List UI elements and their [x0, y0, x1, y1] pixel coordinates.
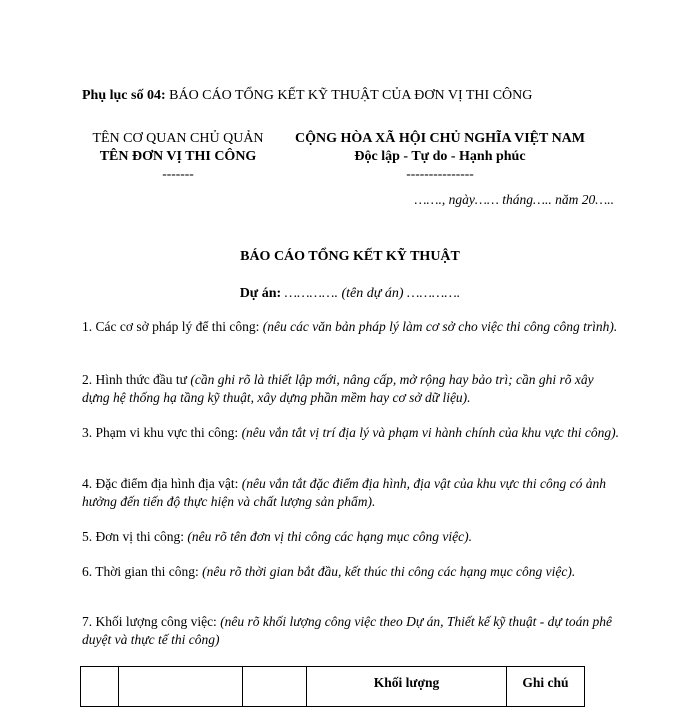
item-note: (nêu các văn bản pháp lý làm cơ sở cho việc thi công công trình). — [262, 319, 618, 334]
project-line — [0, 286, 700, 302]
item-note: (nêu rõ khối lượng công việc theo Dự án, Thiết kế kỹ thuật - dự toán phê duyệt và thực tế thi công) — [82, 614, 613, 647]
item-label: 4. Đặc điểm địa hình địa vật: — [82, 476, 239, 491]
item-label: 6. Thời gian thi công: — [82, 564, 199, 579]
table-cell — [81, 667, 119, 707]
report-title: BÁO CÁO TỔNG KẾT KỸ THUẬT — [240, 249, 460, 264]
item-2 — [82, 371, 622, 407]
item-3 — [82, 424, 622, 442]
table-header-row — [81, 667, 585, 707]
country-name: CỘNG HÒA XÃ HỘI CHỦ NGHĨA VIỆT NAM — [294, 131, 585, 146]
item-5 — [82, 528, 622, 546]
table-cell — [243, 667, 307, 707]
item-7 — [82, 613, 622, 649]
item-note: (cần ghi rõ là thiết lập mới, nâng cấp, mở rộng hay bảo trì; cần ghi rõ xây dựng hệ thống hạ tầng kỹ thuật, xây dựng phần mềm hay cơ sở dữ liệu). — [82, 372, 594, 405]
item-note: (nêu rõ tên đơn vị thi công các hạng mục công việc). — [187, 529, 473, 544]
item-note: (nêu vắn tắt vị trí địa lý và phạm vi hành chính của khu vực thi công). — [241, 425, 619, 440]
agency-name: TÊN CƠ QUAN CHỦ QUẢN — [92, 131, 264, 146]
item-label: 7. Khối lượng công việc: — [82, 614, 217, 629]
appendix-label: Phụ lục số 04: — [82, 88, 166, 103]
item-note: (nêu rõ thời gian bắt đầu, kết thúc thi công các hạng mục công việc). — [202, 564, 576, 579]
national-motto: Độc lập - Tự do - Hạnh phúc — [354, 149, 526, 164]
item-label: 2. Hình thức đầu tư — [82, 372, 187, 387]
item-6 — [82, 563, 622, 581]
item-label: 3. Phạm vi khu vực thi công: — [82, 425, 239, 440]
unit-name: TÊN ĐƠN VỊ THI CÔNG — [99, 149, 257, 164]
project-label: Dự án: — [239, 286, 282, 301]
volume-table — [80, 666, 585, 707]
appendix-title: BÁO CÁO TỔNG KẾT KỸ THUẬT CỦA ĐƠN VỊ THI CÔNG — [169, 88, 533, 103]
table-cell — [119, 667, 243, 707]
appendix-heading — [82, 88, 532, 104]
item-note: (nêu vắn tắt đặc điểm địa hình, địa vật của khu vực thi công có ảnh hưởng đến tiến độ thực hiện và chất lượng sản phẩm). — [82, 476, 606, 509]
left-divider: ------- — [162, 166, 194, 181]
project-value: …………. (tên dự án) …………. — [284, 286, 461, 301]
item-4 — [82, 475, 622, 511]
note-header: Ghi chú — [507, 667, 585, 707]
item-1 — [82, 318, 622, 336]
item-label: 1. Các cơ sở pháp lý để thi công: — [82, 319, 260, 334]
date-line: ……., ngày…… tháng….. năm 20….. — [414, 192, 614, 207]
right-divider: --------------- — [406, 166, 474, 181]
volume-header: Khối lượng — [307, 667, 507, 707]
item-label: 5. Đơn vị thi công: — [82, 529, 185, 544]
